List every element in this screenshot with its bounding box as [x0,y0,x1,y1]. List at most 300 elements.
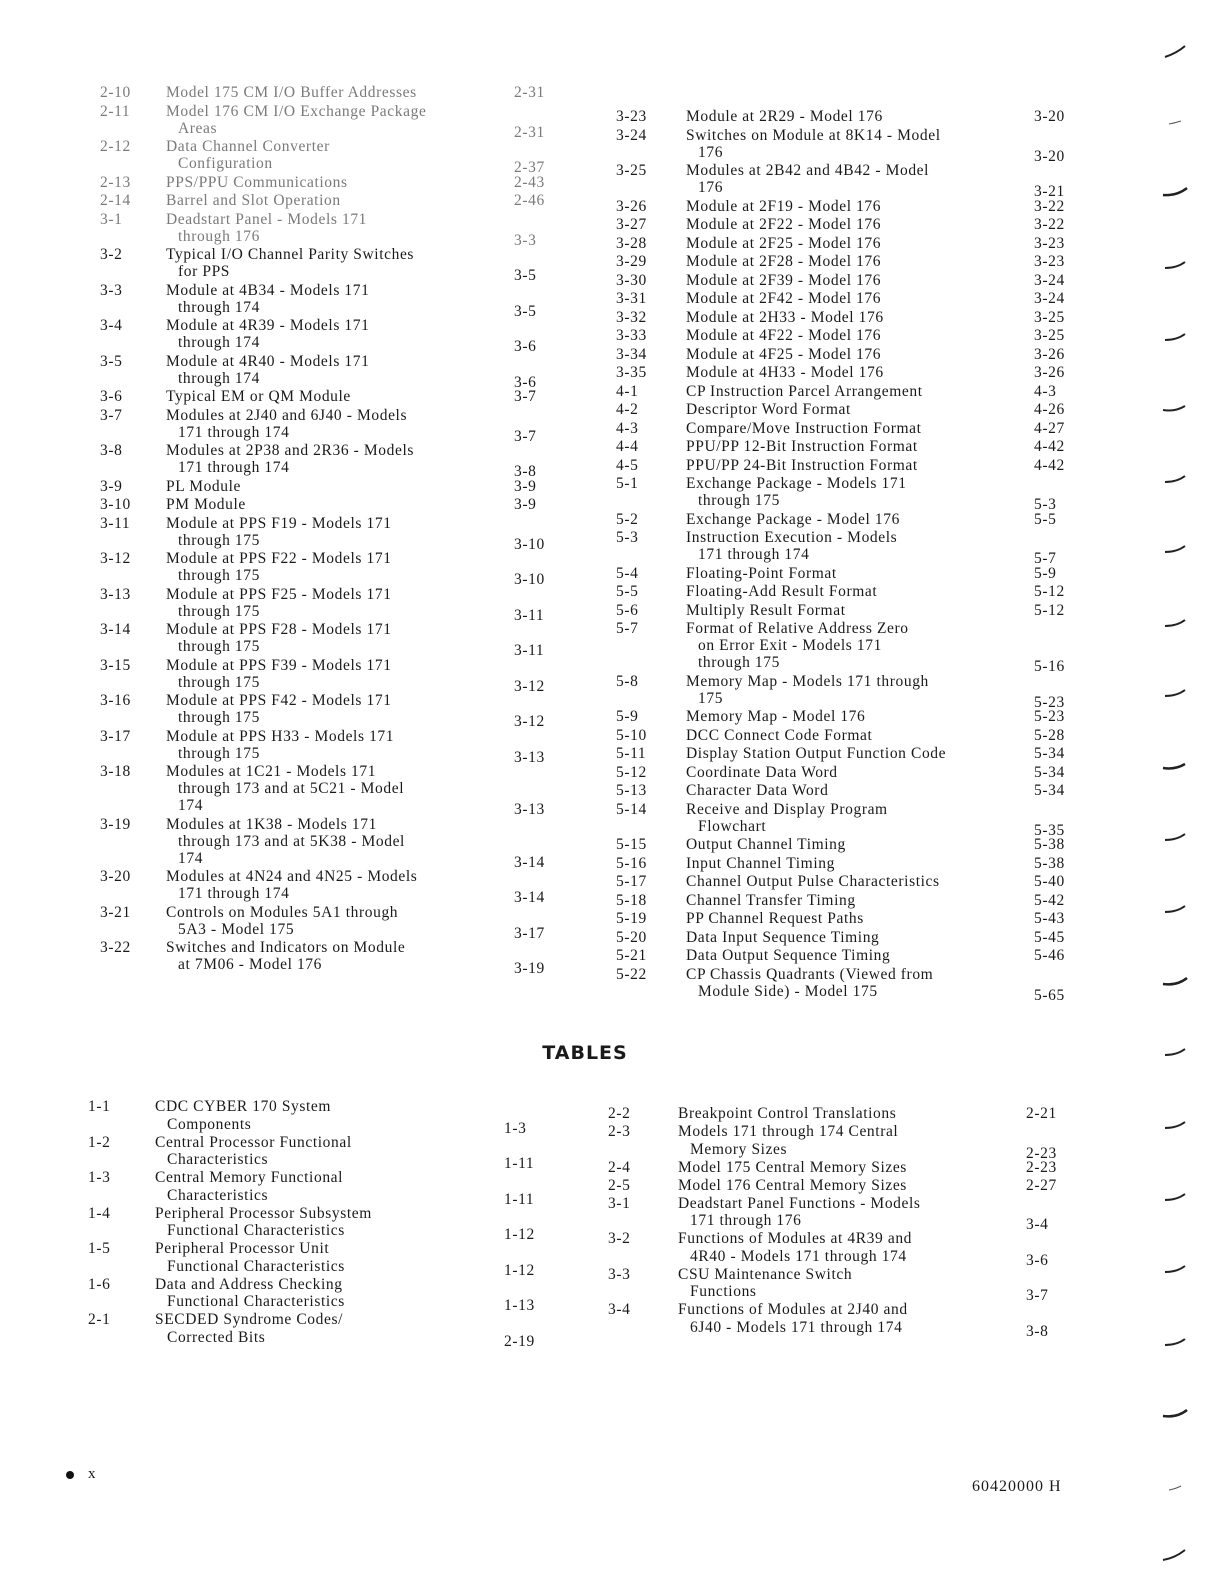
figure-entry [616,836,1076,855]
figure-entry [100,138,570,174]
figure-entry [100,388,570,407]
entry-page-ref: 2-43 [514,173,545,191]
entry-number: 5-21 [616,947,647,964]
entry-title-line: Breakpoint Control Translations [678,1105,897,1122]
entry-number: 5-8 [616,672,639,690]
entry-page-ref: 3-11 [514,642,545,659]
entry-number: 3-25 [616,162,647,179]
entry-page-ref: 3-7 [514,427,537,445]
figure-entry [616,708,1076,727]
entry-number: 3-3 [100,281,123,299]
figure-entry [616,745,1076,764]
entry-number: 5-17 [616,873,647,890]
entry-title-line: Module at PPS F25 - Models 171 [166,585,392,603]
entry-title-line: Barrel and Slot Operation [166,192,341,209]
table-entry [608,1266,1078,1302]
entry-title-line: through 173 and at 5K38 - Model [178,832,405,850]
entry-number: 5-1 [616,475,639,492]
entry-number: 5-18 [616,891,647,909]
entry-title-line: PPS/PPU Communications [166,173,348,191]
entry-title-line: Module at 2F28 - Model 176 [686,253,882,270]
table-entry [88,1205,558,1241]
entry-title-line: Flowchart [698,817,767,835]
entry-number: 3-2 [608,1230,631,1247]
entry-page-ref: 3-10 [514,535,545,553]
entry-title-line: Character Data Word [686,782,829,799]
entry-page-ref: 3-23 [1034,234,1065,252]
entry-title-line: Models 171 through 174 Central [678,1123,899,1140]
entry-title-line: through 173 and at 5C21 - Model [178,780,405,797]
entry-title-line: Channel Output Pulse Characteristics [686,873,940,890]
entry-title-line: Exchange Package - Model 176 [686,510,900,528]
entry-title-line: through 174 [178,334,260,351]
entry-title-line: 4R40 - Models 171 through 174 [690,1247,907,1265]
entry-number: 3-9 [100,477,123,495]
entry-title-line: 174 [178,849,204,867]
figure-entry [616,782,1076,801]
binding-margin [1155,0,1215,1581]
entry-page-ref: 2-21 [1026,1105,1057,1122]
entry-title-line: Central Memory Functional [155,1169,344,1186]
entry-page-ref: 5-7 [1034,550,1057,567]
entry-title-line: CDC CYBER 170 System [155,1098,332,1115]
entry-title-line: through 175 [698,492,780,509]
figure-entry [100,317,570,353]
entry-title-line: Switches and Indicators on Module [166,939,406,956]
figure-entry [616,309,1076,328]
entry-title-line: 5A3 - Model 175 [178,920,295,938]
entry-page-ref: 3-9 [514,496,537,513]
entry-page-ref: 1-11 [504,1155,535,1172]
entry-title-line: Module at 4R39 - Models 171 [166,317,370,334]
table-entry [608,1301,1078,1340]
entry-page-ref: 3-22 [1034,216,1065,233]
entry-title-line: Modules at 1C21 - Models 171 [166,763,377,780]
entry-page-ref: 5-12 [1034,601,1065,619]
figure-entry [616,947,1076,966]
entry-title-line: Module at PPS F28 - Models 171 [166,621,392,638]
table-entry [88,1098,558,1137]
entry-title-line: Module at PPS F39 - Models 171 [166,656,392,674]
entry-title-line: Memory Map - Models 171 through [686,672,929,690]
entry-title-line: 176 [698,179,724,196]
entry-page-ref: 3-19 [514,960,545,977]
entry-page-ref: 1-11 [504,1190,535,1208]
entry-number: 3-1 [100,210,123,228]
entry-page-ref: 5-28 [1034,726,1065,744]
entry-title-line: through 175 [178,638,260,655]
entry-page-ref: 3-17 [514,924,545,942]
entry-title-line: Module at 2R29 - Model 176 [686,108,883,125]
entry-title-line: Floating-Point Format [686,564,837,582]
entry-title-line: CSU Maintenance Switch [678,1265,853,1283]
entry-title-line: Receive and Display Program [686,800,888,818]
entry-number: 2-3 [608,1123,631,1140]
entry-page-ref: 3-24 [1034,290,1065,307]
entry-number: 5-4 [616,564,639,582]
entry-page-ref: 3-24 [1034,271,1065,289]
entry-title-line: PM Module [166,496,246,513]
entry-page-ref: 2-23 [1026,1158,1057,1176]
entry-title-line: through 176 [178,227,260,245]
entry-page-ref: 3-25 [1034,327,1065,344]
entry-page-ref: 3-25 [1034,308,1065,326]
page-footer-left [66,1466,96,1483]
entry-page-ref: 4-3 [1034,382,1057,400]
entry-page-ref: 3-23 [1034,253,1065,270]
entry-page-ref: 3-11 [514,606,545,624]
entry-title-line: Data Channel Converter [166,138,330,155]
entry-title-line: 174 [178,797,204,814]
entry-number: 5-3 [616,529,639,546]
entry-number: 1-3 [88,1169,111,1186]
entry-title-line: Deadstart Panel - Models 171 [166,210,368,228]
entry-title-line: Modules at 4N24 and 4N25 - Models [166,868,418,885]
entry-title-line: Module at 2F39 - Model 176 [686,271,882,289]
entry-page-ref: 2-46 [514,192,545,209]
entry-number: 4-2 [616,401,639,418]
figure-entry [616,892,1076,911]
entry-title-line: Coordinate Data Word [686,763,838,781]
figure-entry [616,966,1076,1002]
entry-page-ref: 3-26 [1034,364,1065,381]
entry-page-ref: 5-34 [1034,763,1065,781]
entry-number: 2-2 [608,1105,631,1122]
entry-title-line: SECDED Syndrome Codes/ [155,1311,344,1328]
entry-number: 3-6 [100,388,123,405]
entry-number: 5-7 [616,620,639,637]
entry-page-ref: 5-38 [1034,854,1065,872]
entry-number: 1-6 [88,1275,111,1293]
entry-number: 5-6 [616,601,639,619]
entry-page-ref: 3-6 [514,338,537,355]
entry-page-ref: 1-12 [504,1226,535,1243]
entry-title-line: Module at 2F42 - Model 176 [686,290,882,307]
entry-title-line: Functional Characteristics [167,1257,345,1275]
entry-title-line: Display Station Output Function Code [686,745,947,762]
entry-number: 3-18 [100,763,131,780]
entry-title-line: Format of Relative Address Zero [686,620,909,637]
table-entry [608,1195,1078,1231]
entry-page-ref: 3-13 [514,801,545,818]
figure-entry [100,174,570,193]
entry-title-line: Module at 2H33 - Model 176 [686,308,884,326]
entry-title-line: CP Instruction Parcel Arrangement [686,382,923,400]
entry-number: 3-4 [608,1301,631,1318]
entry-number: 5-16 [616,854,647,872]
entry-number: 3-11 [100,514,131,532]
entry-number: 3-27 [616,216,647,233]
entry-title-line: Model 175 Central Memory Sizes [678,1158,907,1176]
entry-page-ref: 5-23 [1034,708,1065,725]
figure-entry [100,192,570,211]
entry-number: 3-8 [100,442,123,459]
entry-title-line: 171 through 174 [178,885,290,902]
entry-page-ref: 5-65 [1034,986,1065,1004]
entry-title-line: DCC Connect Code Format [686,726,873,744]
table-entry [608,1159,1078,1177]
entry-number: 3-10 [100,496,131,513]
entry-page-ref: 3-14 [514,853,545,871]
entry-title-line: Descriptor Word Format [686,401,851,418]
entry-number: 2-13 [100,173,131,191]
entry-number: 3-23 [616,108,647,125]
figure-entry [100,103,570,139]
entry-page-ref: 5-42 [1034,891,1065,909]
entry-page-ref: 2-27 [1026,1176,1057,1194]
entry-title-line: Compare/Move Instruction Format [686,419,922,437]
entry-page-ref: 5-45 [1034,928,1065,946]
entry-title-line: Configuration [178,155,273,172]
entry-page-ref: 3-6 [514,373,537,391]
entry-title-line: Module at 4H33 - Model 176 [686,364,884,381]
entry-title-line: Deadstart Panel Functions - Models [678,1194,921,1212]
entry-number: 3-32 [616,308,647,326]
entry-title-line: through 174 [178,369,260,387]
figure-entry [616,127,1076,163]
entry-number: 3-12 [100,550,131,567]
figure-entry [616,216,1076,235]
entry-number: 3-13 [100,585,131,603]
entry-number: 5-15 [616,836,647,853]
entry-title-line: Memory Sizes [690,1140,788,1158]
figure-entry [616,364,1076,383]
entry-page-ref: 5-34 [1034,782,1065,799]
entry-number: 2-14 [100,192,131,209]
entry-page-ref: 3-9 [514,477,537,495]
entry-number: 3-19 [100,815,131,833]
entry-title-line: Components [167,1115,252,1133]
entry-page-ref: 3-5 [514,302,537,320]
entry-page-ref: 5-40 [1034,873,1065,890]
figure-entry [616,272,1076,291]
entry-title-line: Input Channel Timing [686,854,835,872]
entry-page-ref: 3-26 [1034,345,1065,363]
entry-title-line: Model 176 CM I/O Exchange Package [166,102,427,120]
figure-entry [616,929,1076,948]
entry-number: 3-3 [608,1265,631,1283]
entry-page-ref: 4-42 [1034,456,1065,474]
entry-number: 5-14 [616,800,647,818]
entry-page-ref: 3-8 [514,463,537,480]
figure-entry [616,910,1076,929]
entry-number: 3-7 [100,406,123,424]
entry-title-line: Module at 2F25 - Model 176 [686,234,882,252]
entry-number: 3-29 [616,253,647,270]
figure-entry [616,162,1076,198]
entry-number: 3-14 [100,621,131,638]
entry-number: 2-12 [100,138,131,155]
entry-number: 3-30 [616,271,647,289]
figure-entry [100,84,570,103]
entry-title-line: Exchange Package - Models 171 [686,475,907,492]
entry-title-line: Modules at 2B42 and 4B42 - Model [686,162,930,179]
entry-page-ref: 2-37 [514,159,545,176]
entry-title-line: Module at 4B34 - Models 171 [166,281,370,299]
figure-entry [616,253,1076,272]
entry-page-ref: 5-34 [1034,745,1065,762]
entry-title-line: Module at 2F19 - Model 176 [686,197,882,215]
figure-entry [616,801,1076,837]
figure-entry [616,855,1076,874]
entry-title-line: for PPS [178,263,231,280]
entry-title-line: Module at PPS F22 - Models 171 [166,550,392,567]
figure-entry [616,457,1076,476]
figure-entry [100,904,570,940]
entry-number: 2-11 [100,102,131,120]
entry-title-line: Module Side) - Model 175 [698,982,878,1000]
figure-entry [616,475,1076,511]
figure-entry [100,246,570,282]
table-entry [608,1123,1078,1162]
figure-entry [100,657,570,693]
entry-title-line: through 175 [178,567,260,584]
entry-page-ref: 4-26 [1034,401,1065,418]
entry-title-line: Corrected Bits [167,1328,266,1346]
entry-title-line: Data Input Sequence Timing [686,928,880,946]
entry-page-ref: 4-27 [1034,419,1065,437]
entry-title-line: Data Output Sequence Timing [686,947,891,964]
entry-title-line: Model 175 CM I/O Buffer Addresses [166,84,417,101]
entry-title-line: Areas [178,119,218,137]
entry-title-line: Multiply Result Format [686,601,846,619]
figure-entry [100,728,570,764]
entry-title-line: 6J40 - Models 171 through 174 [690,1318,903,1336]
entry-title-line: PPU/PP 24-Bit Instruction Format [686,456,918,474]
entry-title-line: Module at 4F22 - Model 176 [686,327,882,344]
bullet-icon [66,1471,74,1479]
entry-page-ref: 5-12 [1034,583,1065,600]
entry-title-line: PL Module [166,477,242,495]
entry-page-ref: 3-10 [514,571,545,588]
table-entry [88,1311,558,1350]
entry-page-ref: 3-7 [1026,1287,1049,1304]
entry-title-line: Typical I/O Channel Parity Switches [166,246,415,263]
entry-page-ref: 3-21 [1034,183,1065,200]
figure-entry [616,583,1076,602]
entry-title-line: through 175 [178,673,260,691]
entry-number: 3-31 [616,290,647,307]
entry-number: 2-1 [88,1311,111,1328]
entry-title-line: Modules at 2P38 and 2R36 - Models [166,442,414,459]
entry-page-ref: 2-31 [514,84,545,101]
entry-title-line: on Error Exit - Models 171 [698,637,882,654]
entry-number: 1-5 [88,1240,111,1257]
entry-number: 3-2 [100,246,123,263]
entry-number: 5-20 [616,928,647,946]
entry-page-ref: 3-6 [1026,1251,1049,1269]
entry-number: 4-3 [616,419,639,437]
entry-number: 2-10 [100,84,131,101]
figure-entry [616,108,1076,127]
figure-entry [616,620,1076,673]
entry-title-line: Module at 4R40 - Models 171 [166,352,370,370]
entry-number: 3-24 [616,126,647,144]
entry-title-line: through 175 [178,531,260,549]
entry-title-line: Functions of Modules at 4R39 and [678,1230,913,1247]
entry-number: 5-10 [616,726,647,744]
figure-entry [616,327,1076,346]
entry-title-line: through 174 [178,298,260,316]
entry-page-ref: 1-13 [504,1297,535,1314]
entry-title-line: Memory Map - Model 176 [686,708,866,725]
figure-entry [100,407,570,443]
figure-entry [100,442,570,478]
entry-number: 5-12 [616,763,647,781]
entry-page-ref: 1-12 [504,1261,535,1279]
entry-page-ref: 3-22 [1034,197,1065,215]
figure-entry [100,515,570,551]
entry-title-line: Functions [690,1283,757,1300]
entry-title-line: Central Processor Functional [155,1133,352,1151]
entry-title-line: Modules at 2J40 and 6J40 - Models [166,406,408,424]
entry-number: 3-17 [100,727,131,745]
entry-number: 5-22 [616,965,647,983]
entry-title-line: Model 176 Central Memory Sizes [678,1176,907,1194]
entry-title-line: Characteristics [167,1186,269,1204]
binding-marks-icon [1155,0,1215,1581]
figure-entry [100,939,570,975]
entry-title-line: Module at PPS H33 - Models 171 [166,727,395,745]
page-number: x [88,1466,96,1482]
entry-number: 3-4 [100,317,123,334]
entry-number: 2-4 [608,1158,631,1176]
figure-entry [616,290,1076,309]
entry-number: 5-13 [616,782,647,799]
entry-title-line: Functional Characteristics [167,1222,345,1239]
entry-page-ref: 3-14 [514,889,545,906]
entry-title-line: Peripheral Processor Subsystem [155,1204,372,1222]
figure-entry [616,764,1076,783]
entry-page-ref: 3-20 [1034,147,1065,165]
entry-number: 3-28 [616,234,647,252]
entry-title-line: 176 [698,143,724,161]
entry-number: 1-2 [88,1133,111,1151]
entry-page-ref: 3-5 [514,267,537,284]
tables-heading: TABLES [542,1042,628,1064]
entry-number: 4-5 [616,456,639,474]
figure-entry [616,602,1076,621]
entry-title-line: Functional Characteristics [167,1293,345,1310]
entry-title-line: through 175 [178,602,260,620]
entry-number: 3-35 [616,364,647,381]
figure-entry [616,438,1076,457]
entry-page-ref: 5-16 [1034,658,1065,675]
entry-title-line: 171 through 176 [690,1212,802,1229]
entry-title-line: Instruction Execution - Models [686,529,898,546]
figure-entry [616,511,1076,530]
entry-title-line: 171 through 174 [698,546,810,563]
entry-title-line: Module at 4F25 - Model 176 [686,345,882,363]
entry-title-line: 175 [698,689,724,707]
entry-title-line: through 175 [698,654,780,671]
entry-title-line: Module at PPS F42 - Models 171 [166,692,392,709]
entry-title-line: Output Channel Timing [686,836,846,853]
entry-number: 3-1 [608,1194,631,1212]
entry-number: 4-4 [616,438,639,455]
entry-title-line: Module at PPS F19 - Models 171 [166,514,392,532]
entry-title-line: at 7M06 - Model 176 [178,956,322,973]
figure-entry [100,478,570,497]
entry-number: 5-11 [616,745,647,762]
figure-entry [616,401,1076,420]
entry-title-line: Switches on Module at 8K14 - Model [686,126,941,144]
entry-title-line: Floating-Add Result Format [686,583,878,600]
figure-entry [100,282,570,318]
table-entry [88,1134,558,1170]
entry-title-line: 171 through 174 [178,423,290,441]
entry-page-ref: 5-38 [1034,836,1065,853]
